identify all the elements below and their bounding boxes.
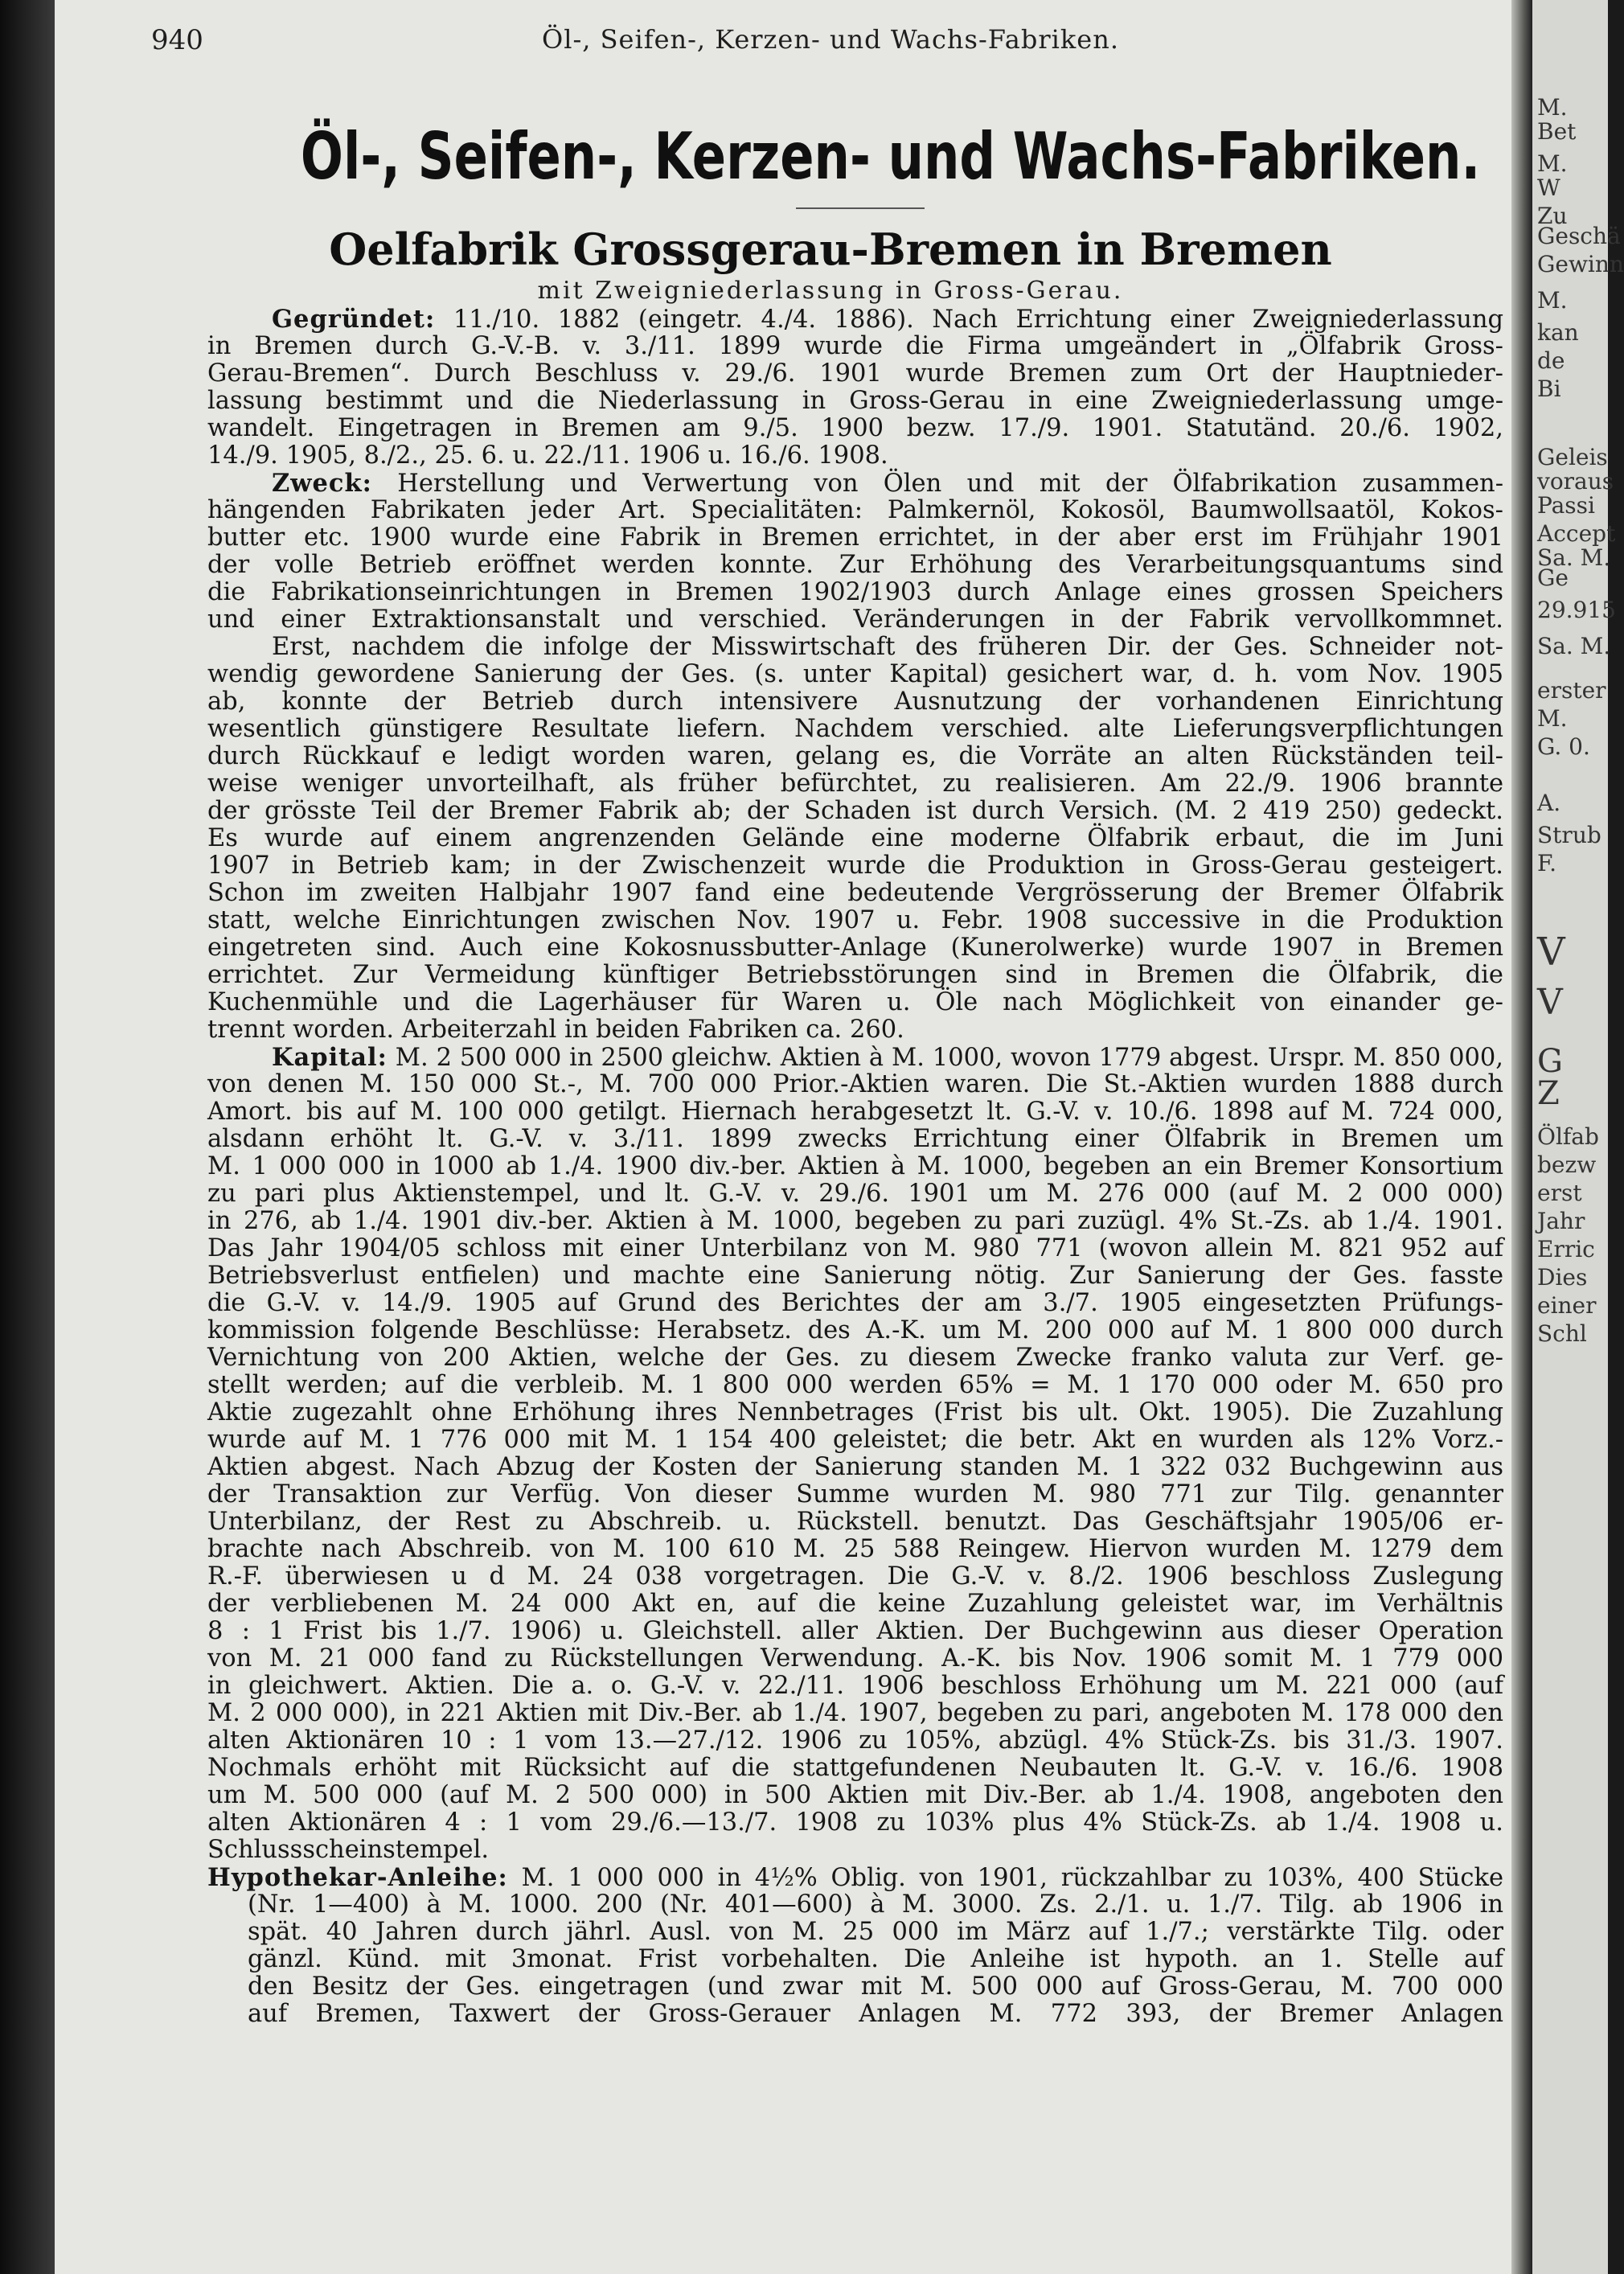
text-line: weise weniger unvorteilhaft, als früher befürchtet, zu realisieren. Am 22./9. 1906 brannte <box>207 770 1503 798</box>
text-line: Vernichtung von 200 Aktien, welche der Ges. zu diesem Zwecke franko valuta zur Verf. ge- <box>207 1344 1503 1372</box>
text-line: Betriebsverlust entfielen) und machte eine Sanierung nötig. Zur Sanierung der Ges. fasste <box>207 1262 1503 1290</box>
margin-fragment: bezw <box>1537 1151 1597 1178</box>
text-line: Zweck: Herstellung und Verwertung von Ölen und mit der Ölfabrikation zusammen- <box>272 469 1503 498</box>
text-line: in gleichwert. Aktien. Die a. o. G.-V. v. 22./11. 1906 beschloss Erhöhung um M. 221 000 (auf <box>207 1672 1503 1700</box>
text-line: M. 2 000 000), in 221 Aktien mit Div.-Ber. ab 1./4. 1907, begeben zu pari, angeboten M. 178 000 den <box>207 1699 1503 1727</box>
margin-fragment: Zu <box>1537 203 1568 229</box>
margin-fragment: Z <box>1537 1075 1560 1112</box>
text-line: Schon im zweiten Halbjahr 1907 fand eine bedeutende Vergrösserung der Bremer Ölfabrik <box>207 879 1503 907</box>
margin-fragment: Passi <box>1537 492 1595 519</box>
paragraph-zweck <box>207 470 1503 1044</box>
label-kapital: Kapital: <box>272 1043 388 1072</box>
margin-fragment: Bet <box>1537 118 1577 145</box>
text-line: brachte nach Abschreib. von M. 100 610 M. 25 588 Reingew. Hiervon wurden M. 1279 dem <box>207 1535 1503 1563</box>
text-line: Unterbilanz, der Rest zu Abschreib. u. Rückstell. benutzt. Das Geschäftsjahr 1905/06 er- <box>207 1508 1503 1536</box>
book-gutter <box>1511 0 1532 2274</box>
company-subtitle: mit Zweigniederlassung in Gross-Gerau. <box>537 277 1124 305</box>
label-gegruendet: Gegründet: <box>272 305 436 334</box>
text-line: wandelt. Eingetragen in Bremen am 9./5. 1900 bezw. 17./9. 1901. Statutänd. 20./6. 1902, <box>207 414 1503 442</box>
text-line: alten Aktionären 4 : 1 vom 29./6.—13./7. 1908 zu 103% plus 4% Stück-Zs. ab 1./4. 1908 u. <box>207 1808 1503 1837</box>
text-line: 14./9. 1905, 8./2., 25. 6. u. 22./11. 1906 u. 16./6. 1908. <box>207 441 888 470</box>
text-line: alsdann erhöht lt. G.-V. v. 3./11. 1899 zwecks Errichtung einer Ölfabrik in Bremen um <box>207 1125 1503 1153</box>
margin-fragment: V <box>1537 982 1563 1023</box>
entry-body <box>207 306 1503 2251</box>
margin-fragment: einer <box>1537 1292 1597 1319</box>
text-line: den Besitz der Ges. eingetragen (und zwar mit M. 500 000 auf Gross-Gerau, M. 700 000 <box>248 1972 1503 2001</box>
margin-fragment: Accept <box>1537 520 1616 547</box>
running-head <box>151 24 1510 64</box>
title-rule <box>796 207 925 209</box>
text-line: M. 1 000 000 in 1000 ab 1./4. 1900 div.-ber. Aktien à M. 1000, begeben an ein Bremer Konsortium <box>207 1152 1503 1180</box>
margin-fragment: M. <box>1537 705 1568 732</box>
text-line: Das Jahr 1904/05 schloss mit einer Unterbilanz von M. 980 771 (wovon allein M. 821 952 auf <box>207 1234 1503 1262</box>
text-line: alten Aktionären 10 : 1 vom 13.—27./12. 1906 zu 105%, abzügl. 4% Stück-Zs. bis 31./3. 1907. <box>207 1726 1503 1755</box>
paragraph-kapital <box>207 1044 1503 1864</box>
margin-fragment: 29.915 <box>1537 597 1616 623</box>
text-line: kommission folgende Beschlüsse: Herabsetz. des A.-K. um M. 200 000 auf M. 1 800 000 durch <box>207 1316 1503 1344</box>
text-line: eingetreten sind. Auch eine Kokosnussbutter-Anlage (Kunerolwerke) wurde 1907 in Bremen <box>207 934 1503 962</box>
margin-fragment: M. <box>1537 287 1568 314</box>
text-line: die G.-V. v. 14./9. 1905 auf Grund des Berichtes der am 3./7. 1905 eingesetzten Prüfungs- <box>207 1289 1503 1317</box>
margin-fragment: Geschä <box>1537 223 1621 249</box>
margin-fragment: Ölfab <box>1537 1123 1599 1150</box>
margin-fragment: M. <box>1537 150 1568 177</box>
text-line: wendig gewordene Sanierung der Ges. (s. unter Kapital) gesichert war, d. h. vom Nov. 1905 <box>207 660 1503 688</box>
text-line: auf Bremen, Taxwert der Gross-Gerauer Anlagen M. 772 393, der Bremer Anlagen <box>248 2000 1503 2028</box>
page-number: 940 <box>151 24 203 56</box>
margin-fragment: Erric <box>1537 1236 1595 1262</box>
text-line: Schlussscheinstempel. <box>207 1836 490 1864</box>
margin-fragment: Bi <box>1537 376 1561 402</box>
margin-fragment: Gewinn <box>1537 251 1624 277</box>
margin-fragment: G. 0. <box>1537 733 1590 760</box>
text-line: zu pari plus Aktienstempel, und lt. G.-V. v. 29./6. 1901 um M. 276 000 (auf M. 2 000 000) <box>207 1180 1503 1208</box>
running-title: Öl-, Seifen-, Kerzen- und Wachs-Fabriken. <box>542 24 1119 55</box>
text-line: Amort. bis auf M. 100 000 getilgt. Hiernach herabgesetzt lt. G.-V. v. 10./6. 1898 auf M. 724 000, <box>207 1098 1503 1126</box>
left-page-shadow <box>0 0 55 2274</box>
text-line: der volle Betrieb eröffnet werden konnte. Zur Erhöhung des Verarbeitungsquantums sind <box>207 551 1503 579</box>
text-line: der Transaktion zur Verfüg. Von dieser Summe wurden M. 980 771 zur Tilg. genannter <box>207 1480 1503 1508</box>
text-line: lassung bestimmt und die Niederlassung in Gross-Gerau in eine Zweigniederlassung umge- <box>207 387 1503 415</box>
text-line: durch Rückkauf e ledigt worden waren, gelang es, die Vorräte an alten Rückständen teil- <box>207 742 1503 770</box>
text-line: gänzl. Künd. mit 3monat. Frist vorbehalten. Die Anleihe ist hypoth. an 1. Stelle auf <box>248 1945 1503 1973</box>
margin-fragment: W <box>1537 174 1560 201</box>
margin-fragment: Dies <box>1537 1264 1588 1291</box>
text-line: Kuchenmühle und die Lagerhäuser für Waren u. Öle nach Möglichkeit von einander ge- <box>207 988 1503 1016</box>
margin-fragment: Sa. M. <box>1537 633 1611 659</box>
text-line: der grösste Teil der Bremer Fabrik ab; der Schaden ist durch Versich. (M. 2 419 250) gedeckt. <box>207 797 1503 825</box>
margin-fragment: Ge <box>1537 564 1569 591</box>
text-line: in 276, ab 1./4. 1901 div.-ber. Aktien à M. 1000, begeben zu pari zuzügl. 4% St.-Zs. ab 1./4. 1901. <box>207 1207 1503 1235</box>
label-zweck: Zweck: <box>272 469 372 498</box>
text-line: Kapital: M. 2 500 000 in 2500 gleichw. Aktien à M. 1000, wovon 1779 abgest. Urspr. M. 850 000, <box>272 1043 1503 1072</box>
text-line: R.-F. überwiesen u d M. 24 038 vorgetragen. Die G.-V. v. 8./2. 1906 beschloss Zuslegung <box>207 1562 1503 1591</box>
adjacent-page-edge <box>1532 0 1624 2274</box>
section-title: Öl-, Seifen-, Kerzen- und Wachs-Fabriken. <box>300 119 1481 194</box>
text-line: trennt worden. Arbeiterzahl in beiden Fabriken ca. 260. <box>207 1016 904 1044</box>
margin-fragment: M. <box>1537 94 1568 121</box>
margin-fragment: Strub <box>1537 822 1601 848</box>
margin-fragment: erst <box>1537 1180 1582 1206</box>
margin-fragment: erster <box>1537 677 1606 704</box>
margin-fragment: A. <box>1537 790 1561 816</box>
text-line: hängenden Fabrikaten jeder Art. Specialitäten: Palmkernöl, Kokosöl, Baumwollsaatöl, Kokos- <box>207 496 1503 524</box>
text-line: errichtet. Zur Vermeidung künftiger Betriebsstörungen sind in Bremen die Ölfabrik, die <box>207 961 1503 989</box>
text-line: ab, konnte der Betrieb durch intensivere Ausnutzung der vorhandenen Einrichtung <box>207 688 1503 716</box>
text-line: Nochmals erhöht mit Rücksicht auf die stattgefundenen Neubauten lt. G.-V. v. 16./6. 1908 <box>207 1754 1503 1782</box>
text-line: in Bremen durch G.-V.-B. v. 3./11. 1899 wurde die Firma umgeändert in „Ölfabrik Gross- <box>207 332 1503 360</box>
margin-fragment: F. <box>1537 850 1556 876</box>
text-line: Gerau-Bremen“. Durch Beschluss v. 29./6. 1901 wurde Bremen zum Ort der Hauptnieder- <box>207 359 1503 388</box>
margin-fragment: Sa. M. <box>1537 544 1611 571</box>
text-line: Erst, nachdem die infolge der Misswirtschaft des früheren Dir. der Ges. Schneider not- <box>272 633 1503 661</box>
text-line: Aktie zugezahlt ohne Erhöhung ihres Nennbetrages (Frist bis ult. Okt. 1905). Die Zuzahlung <box>207 1398 1503 1426</box>
text-line: um M. 500 000 (auf M. 2 500 000) in 500 Aktien mit Div.-Ber. ab 1./4. 1908, angeboten den <box>207 1781 1503 1809</box>
paragraph-gegruendet <box>207 306 1503 470</box>
text-line: die Fabrikationseinrichtungen in Bremen 1902/1903 durch Anlage eines grossen Speichers <box>207 578 1503 606</box>
text-line: der verbliebenen M. 24 000 Akt en, auf die keine Zuzahlung geleistet war, im Verhältnis <box>207 1590 1503 1618</box>
text-line: 1907 in Betrieb kam; in der Zwischenzeit wurde die Produktion in Gross-Gerau gesteigert. <box>207 852 1503 880</box>
text-line: Es wurde auf einem angrenzenden Gelände eine moderne Ölfabrik erbaut, die im Juni <box>207 824 1503 852</box>
text-line: butter etc. 1900 wurde eine Fabrik in Bremen errichtet, in der aber erst im Frühjahr 1901 <box>207 523 1503 552</box>
margin-fragment: G <box>1537 1043 1563 1080</box>
paragraph-hypothekar <box>207 1864 1503 2028</box>
margin-fragment: kan <box>1537 319 1579 346</box>
margin-fragment: Geleis <box>1537 444 1608 470</box>
text-line: Gegründet: 11./10. 1882 (eingetr. 4./4. 1886). Nach Errichtung einer Zweigniederlassung <box>272 305 1504 334</box>
text-line: von M. 21 000 fand zu Rückstellungen Verwendung. A.-K. bis Nov. 1906 somit M. 1 779 000 <box>207 1644 1503 1673</box>
text-line: wesentlich günstigere Resultate liefern. Nachdem verschied. alte Lieferungsverpflichtungen <box>207 715 1503 743</box>
company-title: Oelfabrik Grossgerau-Bremen in Bremen <box>329 224 1332 275</box>
text-line: wurde auf M. 1 776 000 mit M. 1 154 400 geleistet; die betr. Akt en wurden als 12% Vorz.- <box>207 1426 1503 1454</box>
margin-fragment: voraus <box>1537 468 1614 495</box>
text-line: 8 : 1 Frist bis 1./7. 1906) u. Gleichstell. aller Aktien. Der Buchgewinn aus dieser Operation <box>207 1617 1503 1645</box>
margin-fragment: V <box>1537 930 1565 975</box>
text-line: und einer Extraktionsanstalt und verschied. Veränderungen in der Fabrik vervollkommnet. <box>207 605 1503 634</box>
text-line: von denen M. 150 000 St.-, M. 700 000 Prior.-Aktien waren. Die St.-Aktien wurden 1888 durch <box>207 1070 1503 1098</box>
text-line: statt, welche Einrichtungen zwischen Nov. 1907 u. Febr. 1908 successive in die Produktion <box>207 906 1503 934</box>
text-line: spät. 40 Jahren durch jährl. Ausl. von M. 25 000 im März auf 1./7.; verstärkte Tilg. oder <box>248 1918 1503 1946</box>
margin-fragment: de <box>1537 347 1565 374</box>
margin-fragment: Schl <box>1537 1320 1587 1347</box>
text-line: (Nr. 1—400) à M. 1000. 200 (Nr. 401—600) à M. 3000. Zs. 2./1. u. 1./7. Tilg. ab 1906 in <box>248 1890 1503 1919</box>
margin-fragment: Jahr <box>1537 1208 1585 1234</box>
text-line: Hypothekar-Anleihe: M. 1 000 000 in 4½% Oblig. von 1901, rückzahlbar zu 103%, 400 Stücke <box>207 1863 1503 1892</box>
label-hypothekar: Hypothekar-Anleihe: <box>207 1863 508 1892</box>
text-line: Aktien abgest. Nach Abzug der Kosten der Sanierung standen M. 1 322 032 Buchgewinn aus <box>207 1453 1503 1481</box>
text-line: stellt werden; auf die verbleib. M. 1 800 000 werden 65% = M. 1 170 000 oder M. 650 pro <box>207 1371 1503 1399</box>
